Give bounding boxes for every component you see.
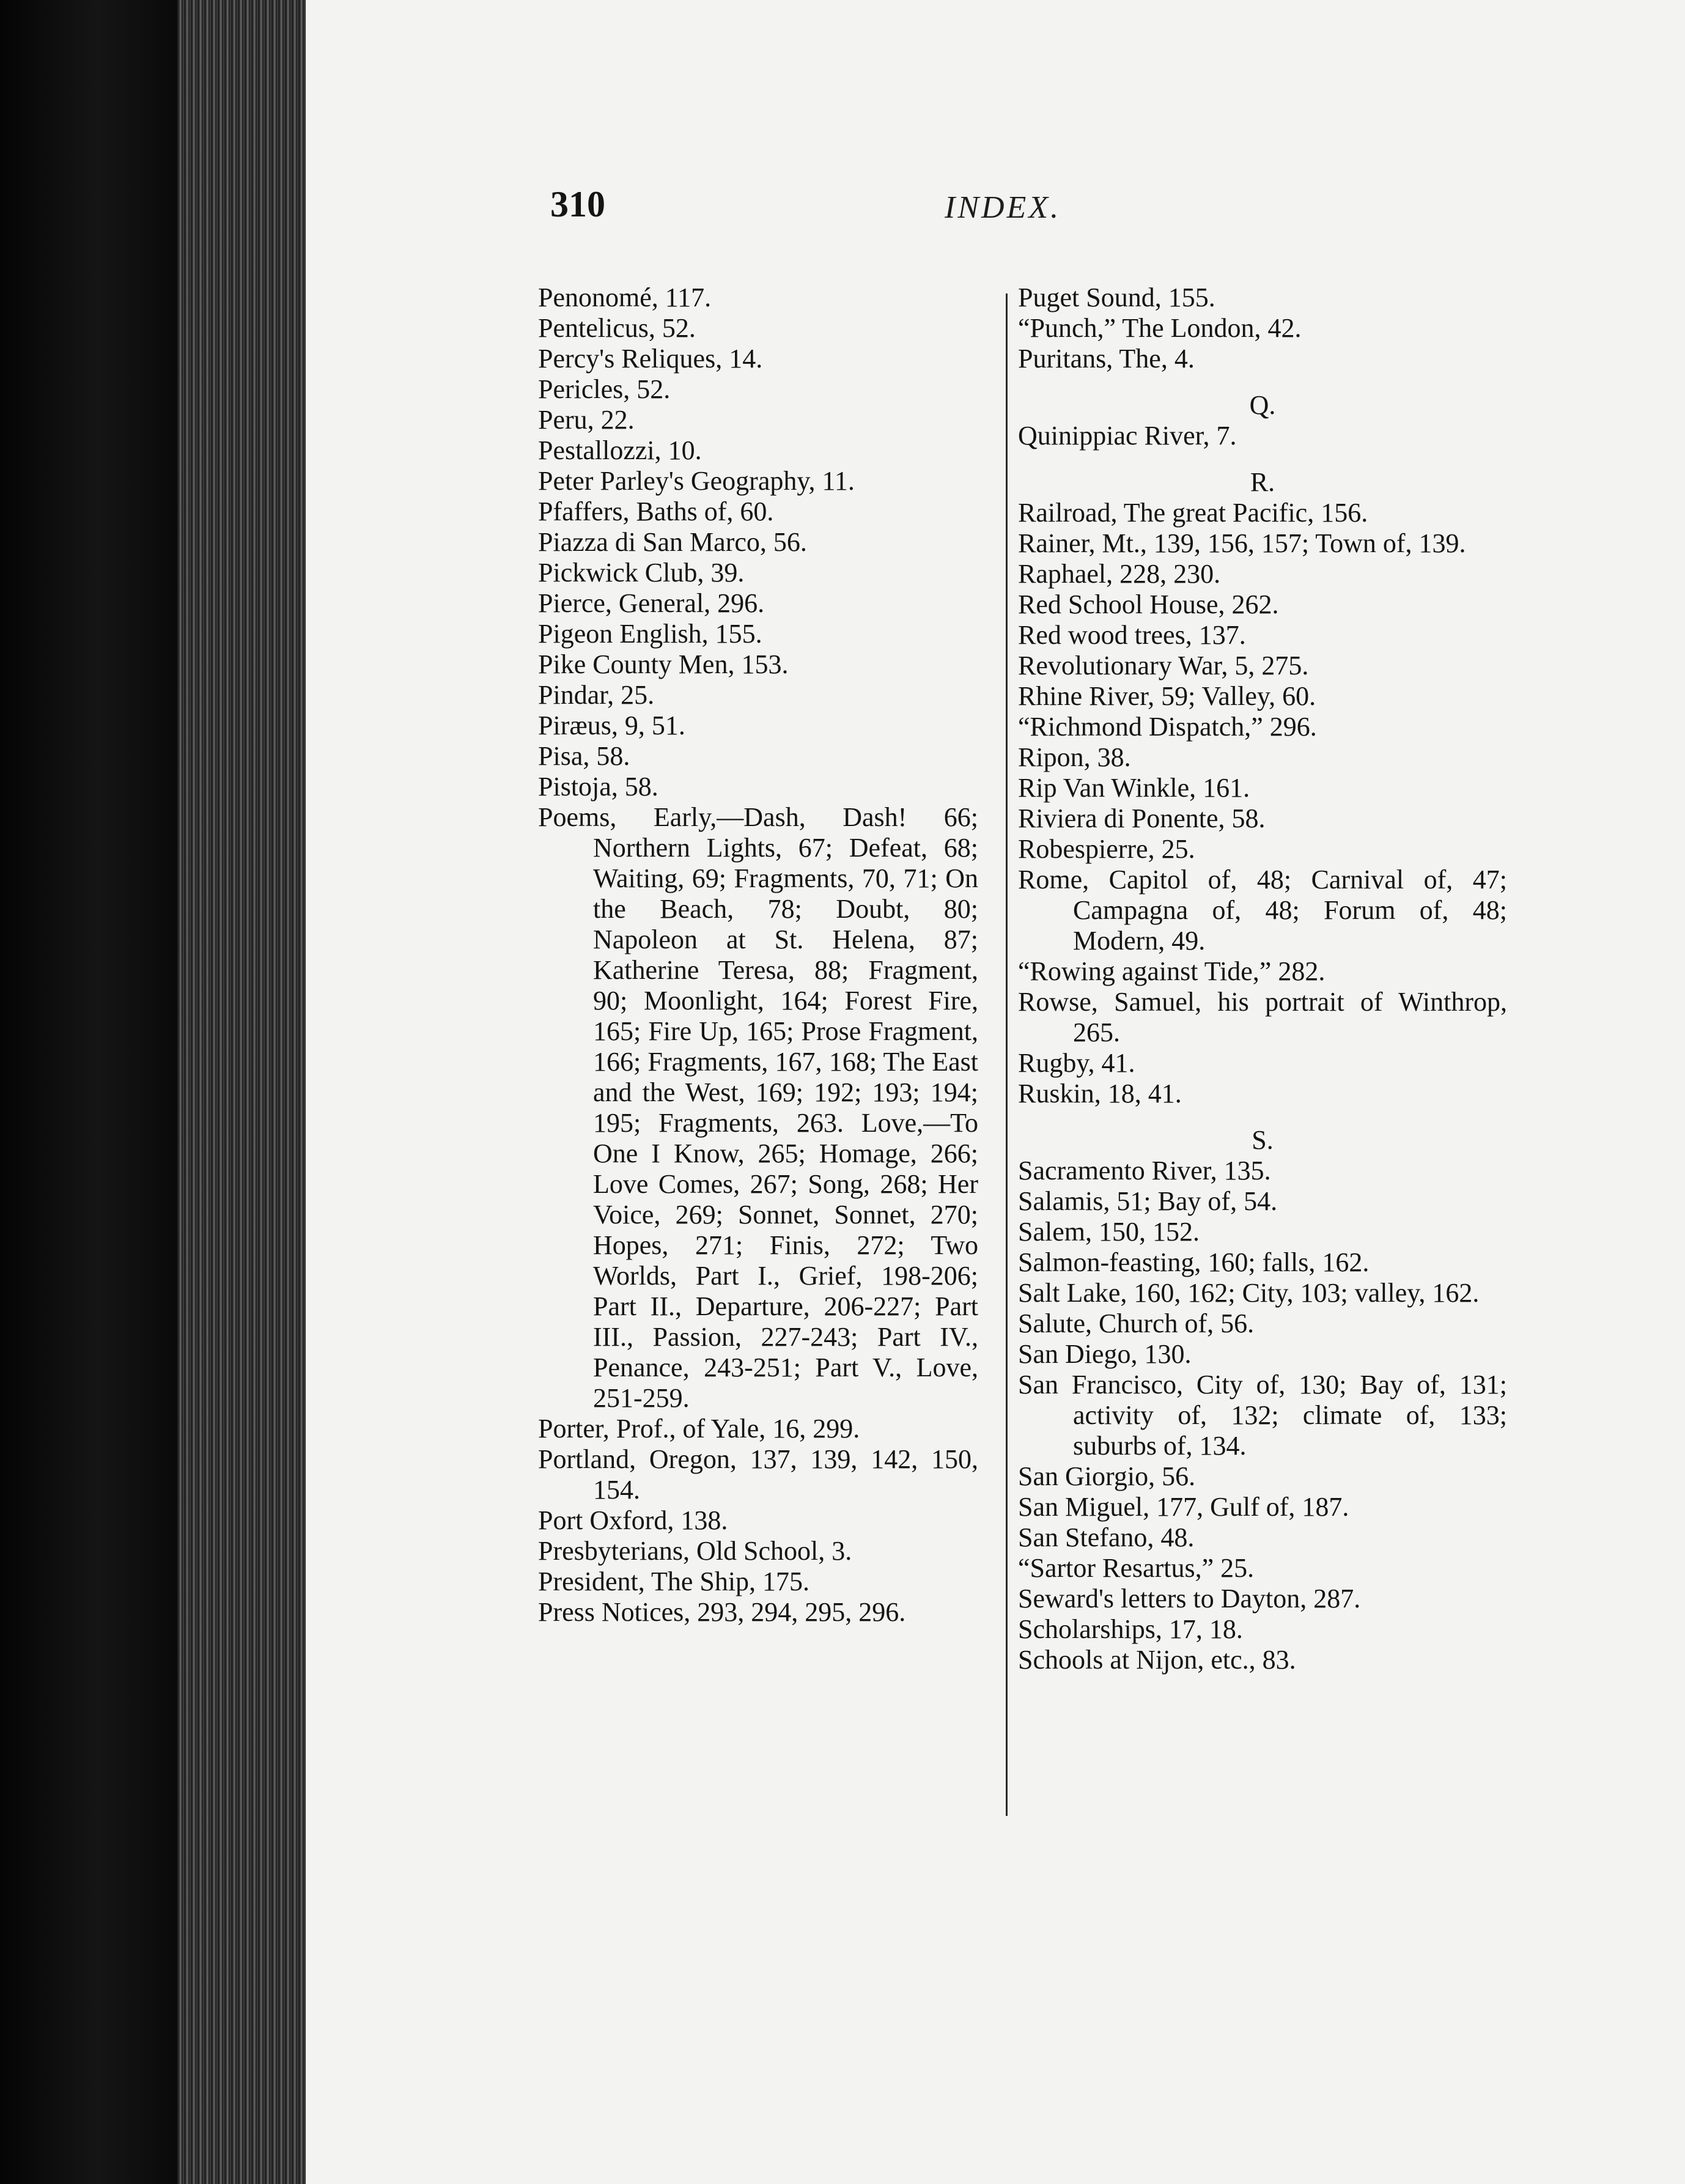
index-entry: San Giorgio, 56. <box>1018 1461 1196 1491</box>
index-entry: Riviera di Ponente, 58. <box>1018 803 1266 833</box>
index-entry: Red wood trees, 137. <box>1018 620 1246 650</box>
index-entry: “Sartor Resartus,” 25. <box>1018 1553 1255 1583</box>
index-entry: Piræus, 9, 51. <box>538 710 685 740</box>
index-entry: “Punch,” The London, 42. <box>1018 313 1302 343</box>
index-entry: Pigeon English, 155. <box>538 619 762 649</box>
index-entry: Salt Lake, 160, 162; City, 103; valley, 162. <box>1018 1278 1480 1308</box>
index-entry: Rip Van Winkle, 161. <box>1018 773 1250 803</box>
section-letter-s: S. <box>1252 1125 1274 1155</box>
index-entry: President, The Ship, 175. <box>538 1566 810 1596</box>
index-entry: Pindar, 25. <box>538 680 655 710</box>
index-entry: Peter Parley's Geography, 11. <box>538 466 855 496</box>
index-entry: Rhine River, 59; Valley, 60. <box>1018 681 1316 711</box>
index-entry: Pike County Men, 153. <box>538 649 789 679</box>
index-entry: Salmon-feasting, 160; falls, 162. <box>1018 1247 1370 1277</box>
index-entry: Railroad, The great Pacific, 156. <box>1018 498 1368 528</box>
index-entry: Robespierre, 25. <box>1018 834 1195 864</box>
index-entry: Raphael, 228, 230. <box>1018 559 1221 589</box>
index-entry: Percy's Reliques, 14. <box>538 344 763 374</box>
index-entry: Sacramento River, 135. <box>1018 1156 1271 1186</box>
index-entry: Quinippiac River, 7. <box>1018 421 1237 451</box>
index-entry: Rome, Capitol of, 48; Carnival of, 47; Campagna of, 48; Forum of, 48; Modern, 49. <box>1018 865 1507 956</box>
page-number: 310 <box>550 184 605 224</box>
index-entry: Piazza di San Marco, 56. <box>538 527 807 557</box>
index-entry: Red School House, 262. <box>1018 589 1279 619</box>
index-entry: Penonomé, 117. <box>538 282 712 312</box>
index-entry: Salem, 150, 152. <box>1018 1217 1200 1247</box>
index-entry: Seward's letters to Dayton, 287. <box>1018 1584 1361 1614</box>
index-entry: Pistoja, 58. <box>538 772 658 802</box>
index-entry: San Miguel, 177, Gulf of, 187. <box>1018 1492 1349 1522</box>
index-entry: Scholarships, 17, 18. <box>1018 1614 1243 1644</box>
index-entry: Rainer, Mt., 139, 156, 157; Town of, 139. <box>1018 528 1466 558</box>
index-entry: Pericles, 52. <box>538 374 671 404</box>
index-entry: Pfaffers, Baths of, 60. <box>538 496 774 526</box>
index-column-right <box>1018 282 1507 1675</box>
book-gutter-shadow <box>0 0 177 2184</box>
index-entry: Salamis, 51; Bay of, 54. <box>1018 1186 1278 1216</box>
section-letter-r: R. <box>1250 467 1275 497</box>
index-entry: Portland, Oregon, 137, 139, 142, 150, 154. <box>538 1444 978 1505</box>
index-entry: Rowse, Samuel, his portrait of Winthrop, 265. <box>1018 987 1507 1047</box>
index-entry: “Richmond Dispatch,” 296. <box>1018 712 1317 742</box>
index-column-left <box>538 282 978 1628</box>
index-entry: Puget Sound, 155. <box>1018 282 1215 312</box>
index-entry: Port Oxford, 138. <box>538 1505 728 1535</box>
index-entry: Schools at Nijon, etc., 83. <box>1018 1645 1296 1675</box>
index-entry: Revolutionary War, 5, 275. <box>1018 651 1309 681</box>
index-entry: “Rowing against Tide,” 282. <box>1018 956 1326 986</box>
index-entry: Pickwick Club, 39. <box>538 558 745 588</box>
index-entry: Pentelicus, 52. <box>538 313 696 343</box>
index-entry: Salute, Church of, 56. <box>1018 1308 1255 1338</box>
index-entry: San Francisco, City of, 130; Bay of, 131; activity of, 132; climate of, 133; suburbs of, 134. <box>1018 1370 1507 1461</box>
index-entry: Presbyterians, Old School, 3. <box>538 1536 852 1566</box>
index-entry: Ripon, 38. <box>1018 742 1131 772</box>
index-entry: Pierce, General, 296. <box>538 588 765 618</box>
section-letter-q: Q. <box>1249 390 1276 420</box>
page-edges <box>177 0 306 2184</box>
index-entry: San Diego, 130. <box>1018 1339 1192 1369</box>
index-page <box>306 0 1685 2184</box>
index-entry: Porter, Prof., of Yale, 16, 299. <box>538 1414 860 1444</box>
index-entry-poems: Poems, Early,—Dash, Dash! 66; Northern Lights, 67; Defeat, 68; Waiting, 69; Fragments, 70, 71; On the Beach, 78; Doubt, 80; Napoleon at St. Helena, 87; Katherine Teresa, 88; Fragment, 90; Moonlight, 164; Forest Fire, 165; Fire Up, 165; Prose Fragment, 166; Fragments, 167, 168; The East and the West, 169; 192; 193; 194; 195; Fragments, 263. Love,—To One I Know, 265; Homage, 266; Love Comes, 267; Song, 268; Her Voice, 269; Sonnet, Sonnet, 270; Hopes, 271; Finis, 272; Two Worlds, Part I., Grief, 198-206; Part II., Departure, 206-227; Part III., Passion, 227-243; Part IV., Penance, 243-251; Part V., Love, 251-259. <box>538 802 978 1413</box>
index-entry: Ruskin, 18, 41. <box>1018 1079 1182 1109</box>
running-head: INDEX. <box>945 190 1061 225</box>
index-entry: Puritans, The, 4. <box>1018 344 1195 374</box>
column-divider <box>1006 293 1008 1816</box>
index-entry: Pisa, 58. <box>538 741 630 771</box>
index-entry: Peru, 22. <box>538 405 635 435</box>
index-entry: Rugby, 41. <box>1018 1048 1135 1078</box>
index-entry: Press Notices, 293, 294, 295, 296. <box>538 1597 906 1627</box>
index-entry: Pestallozzi, 10. <box>538 435 702 465</box>
index-entry: San Stefano, 48. <box>1018 1522 1195 1552</box>
